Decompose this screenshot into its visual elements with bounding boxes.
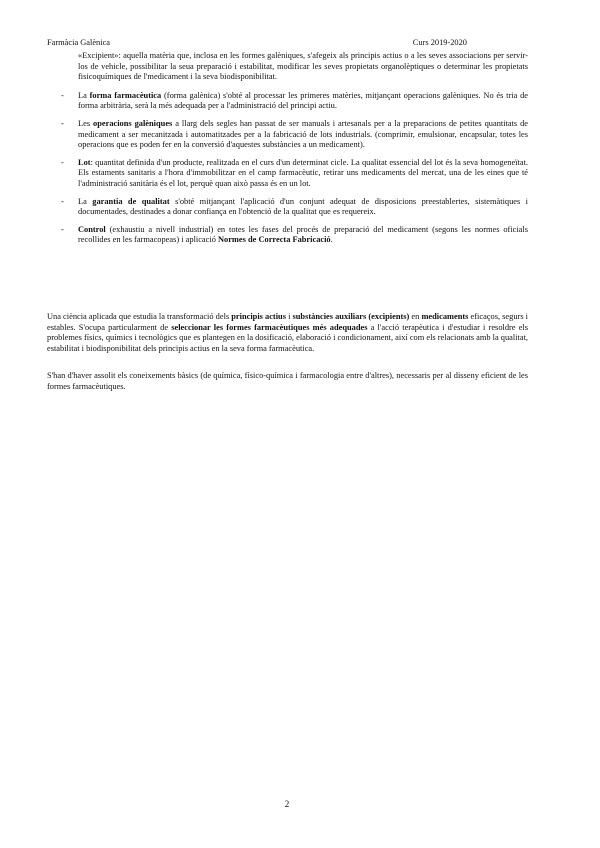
bullet-dash: -: [61, 118, 64, 128]
page-header: [47, 38, 467, 48]
bullet-dash: -: [61, 90, 64, 100]
page-number: 2: [284, 799, 290, 809]
bullet-dash: -: [61, 224, 64, 234]
definitions-block: [61, 51, 529, 253]
list-item-lot: - Lot: quantitat definida d'un producte, realitzada en el curs d'un determinat cicle. La qualitat essencial del lot és la seva homogeneïtat. Els estaments sanitaris a l'hora d'immobilitzar en el camp farmacèutic, retirar uns medicaments del mercat, una de les eines que té l'administració sanitària és el lot, perquè quan això passa és en un lot.: [61, 157, 528, 188]
excipient-definition: «Excipient»: aquella matèria que, inclosa en les formes galèniques, s'afegeix als principis actius o a les seves associacions per servir-los de vehicle, possibilitar la seua preparació i estabilitat, modificar les seves propietats organolèptiques o determinar les propietats fisicoquímiques de l'medicament i la seva biodisponibilitat.: [78, 51, 528, 82]
term-forma-farmaceutica: forma farmacèutica: [89, 90, 162, 100]
bullet-dash: -: [61, 196, 64, 206]
term-control: Control: [78, 224, 106, 234]
definition-paragraph: Una ciència aplicada que estudia la transformació dels principis actius i substàncies auxiliars (excipients) en medicaments eficaços, segurs i estables. S'ocupa particularment de seleccionar les formes farmacèutiques més adequades a l'acció terapèutica i d'estudiar i resoldre els problemes físics, químics i tecnològics que es plantegen en la dosificació, elaboració i condicionament, així com els relacionats amb la qualitat, estabilitat i biodisponibilitat dels principis actius en la seva forma farmacèutica.: [47, 312, 529, 353]
prerequisites-paragraph: S'han d'haver assolit els coneixements bàsics (de química, físico-química i farmacologia entre d'altres), necessaris per al disseny eficient de les formes farmacèutiques.: [47, 371, 528, 391]
list-item-forma-farmaceutica: - La forma farmacèutica (forma galènica) s'obté al processar les primeres matèries, mitjançant operacions galèniques. No és tria de forma arbitrària, serà la més adequada per a l'administració del principi actiu.: [61, 90, 529, 111]
bullet-dash: -: [61, 157, 64, 167]
list-item-garantia-qualitat: - La garantia de qualitat s'obté mitjançant l'aplicació d'un conjunt adequat de disposicions preestablertes, sistemàtiques i documentades, destinades a donar confiança en l'obtenció de la qualitat que es requereix.: [61, 196, 529, 217]
list-item-control: - Control (exhaustiu a nivell industrial) en totes les fases del procés de preparació del medicament (segons les normes oficials recollides en les farmacopeas) i aplicació Normes de Correcta Fabricació.: [61, 224, 528, 245]
summary-paragraphs: [47, 312, 528, 410]
term-operacions-galeniques: operacions galèniques: [93, 118, 173, 128]
term-garantia-qualitat: garantia de qualitat: [92, 196, 170, 206]
list-item-operacions-galeniques: - Les operacions galèniques a llarg dels segles han passat de ser manuals i artesanals per a la preparacions de petites quantitats de medicament a ser mecanitzada i automatitzades per a la fabricació de lots industrials. (comprimir, emulsionar, encapsular, totes les operacions que es poden fer en la conversió d'aquestes substàncies a un medicament).: [61, 118, 529, 150]
term-lot: Lot: [78, 157, 91, 167]
header-subject: Farmàcia Galènica: [47, 38, 111, 47]
term-normes-correcta-fabricacio: Normes de Correcta Fabricació: [217, 235, 331, 245]
header-course: Curs 2019-2020: [412, 38, 467, 47]
